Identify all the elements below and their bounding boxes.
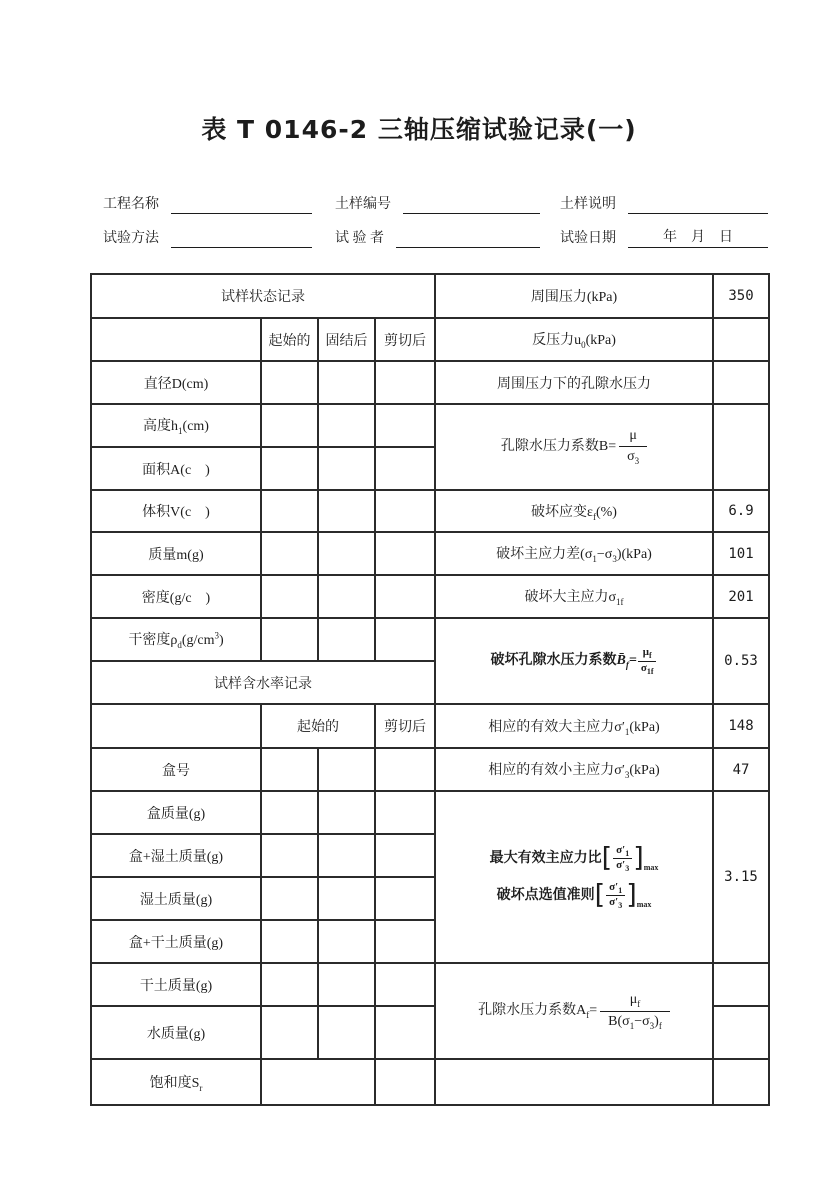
- row-label-box-mass: 盒质量(g): [91, 791, 261, 834]
- data-cell: [318, 1006, 375, 1059]
- field-test-date-label: 试验日期: [560, 231, 616, 246]
- data-cell: [261, 404, 318, 447]
- data-cell: [375, 575, 435, 618]
- stress-ratio-fraction: [613, 844, 632, 873]
- value-major-principal-stress: 201: [713, 575, 769, 618]
- data-cell: [261, 618, 318, 661]
- formula-coeff-bf: [435, 618, 713, 704]
- data-cell: [261, 963, 318, 1006]
- data-cell: [261, 834, 318, 877]
- row-label-height: 高度$h_1(cm)$: [91, 404, 261, 447]
- stress-ratio-fraction: [606, 881, 625, 910]
- stress-ratio-line2-text: 破坏点选值准则: [496, 887, 595, 903]
- stress-ratio-denominator: $\sigma'_3$: [609, 895, 623, 910]
- label-effective-minor-stress: 相应的有效小主应力$\sigma'_3(kPa)$: [435, 748, 713, 791]
- row-label-mass: 质量m(g): [91, 532, 261, 575]
- page-title: 表 T 0146-2 三轴压缩试验记录(一): [201, 115, 637, 144]
- data-cell: [375, 920, 435, 963]
- coeff-bf-numerator: $\mu_f$: [638, 646, 657, 661]
- coeff-af-prefix: 孔隙水压力系数$A_f=$: [478, 1003, 598, 1021]
- stress-ratio-line2: [438, 881, 710, 910]
- label-major-principal-stress: 破坏大主应力$\sigma_{1f}$: [435, 575, 713, 618]
- data-cell: [261, 532, 318, 575]
- value-coeff-af-top: [713, 963, 769, 1006]
- data-cell: [318, 791, 375, 834]
- blank-label-cell: [91, 704, 261, 748]
- field-tester: [335, 224, 540, 248]
- water-content-section-cell: 试样含水率记录: [91, 661, 435, 704]
- data-cell: [318, 877, 375, 920]
- data-cell: [318, 404, 375, 447]
- field-test-method-label: 试验方法: [103, 231, 159, 246]
- data-cell: [318, 361, 375, 404]
- data-cell: [318, 618, 375, 661]
- stress-ratio-line1: [438, 844, 710, 873]
- field-tester-line: [396, 246, 540, 248]
- field-project-name-line: [171, 212, 312, 214]
- data-cell: [375, 1059, 435, 1105]
- field-sample-number-label: 土样编号: [335, 197, 391, 212]
- value-confining-pressure: 350: [713, 274, 769, 318]
- data-cell: [318, 748, 375, 791]
- field-sample-description: [560, 190, 768, 214]
- value-coeff-bf: 0.53: [713, 618, 769, 704]
- data-cell: [318, 490, 375, 532]
- data-cell: [375, 834, 435, 877]
- state-col-header-sheared: 剪切后: [375, 318, 435, 361]
- coeff-b-fraction: [619, 427, 647, 467]
- label-confining-pressure: 周围压力(kPa): [435, 274, 713, 318]
- value-stress-ratio: 3.15: [713, 791, 769, 963]
- data-cell: [318, 532, 375, 575]
- field-project-name: [103, 190, 312, 214]
- coeff-b-prefix: 孔隙水压力系数B=: [500, 439, 617, 455]
- row-label-volume: 体积V(c ): [91, 490, 261, 532]
- data-cell: [375, 490, 435, 532]
- data-cell: [318, 920, 375, 963]
- row-label-box-dry-mass: 盒+干土质量(g): [91, 920, 261, 963]
- field-test-date: [560, 224, 768, 248]
- coeff-bf-symbol: $B̄_f=$: [616, 653, 637, 671]
- state-col-header-consolidated: 固结后: [318, 318, 375, 361]
- row-label-dry-density: 干密度$\rho_d(g/cm^3)$: [91, 618, 261, 661]
- field-sample-description-label: 土样说明: [560, 197, 616, 212]
- coeff-bf-denominator: $\sigma_{1f}$: [640, 661, 654, 676]
- value-effective-major-stress: 148: [713, 704, 769, 748]
- data-cell: [375, 404, 435, 447]
- data-cell: [375, 963, 435, 1006]
- value-pore-pressure-under-confining: [713, 361, 769, 404]
- data-cell: [261, 361, 318, 404]
- data-cell: [375, 618, 435, 661]
- data-cell: [375, 877, 435, 920]
- coeff-af-denominator: $B(\sigma_1-\sigma_3)_f$: [608, 1013, 662, 1031]
- label-pore-pressure-under-confining: 周围压力下的孔隙水压力: [435, 361, 713, 404]
- row-label-saturation: 饱和度$S_r$: [91, 1059, 261, 1105]
- data-cell: [261, 877, 318, 920]
- formula-coeff-af: [435, 963, 713, 1059]
- label-back-pressure: 反压力$u_0(kPa)$: [435, 318, 713, 361]
- data-cell: [375, 532, 435, 575]
- value-coeff-af-bottom: [713, 1006, 769, 1059]
- left-bracket: [: [594, 879, 606, 911]
- row-label-diameter: 直径D(cm): [91, 361, 261, 404]
- data-cell: [318, 834, 375, 877]
- water-col-header-sheared: 剪切后: [375, 704, 435, 748]
- data-cell: [375, 447, 435, 490]
- field-test-method-line: [171, 246, 312, 248]
- data-cell: [318, 447, 375, 490]
- field-test-date-line: 年 月 日: [628, 226, 768, 248]
- label-deviator-stress: 破坏主应力差$(\sigma_1-\sigma_3)(kPa)$: [435, 532, 713, 575]
- value-coeff-b: [713, 404, 769, 490]
- field-sample-description-line: [628, 212, 768, 214]
- row-label-dry-mass: 干土质量(g): [91, 963, 261, 1006]
- coeff-b-numerator: μ: [619, 427, 647, 447]
- data-cell: [261, 791, 318, 834]
- stress-ratio-denominator: $\sigma'_3$: [616, 859, 630, 874]
- coeff-af-fraction: [600, 991, 670, 1032]
- row-label-water-mass: 水质量(g): [91, 1006, 261, 1059]
- stress-ratio-max-subscript: max: [643, 863, 659, 873]
- data-cell: [375, 791, 435, 834]
- blank-label-cell: [91, 318, 261, 361]
- data-cell: [318, 575, 375, 618]
- blank-value-cell: [713, 1059, 769, 1105]
- data-cell: [261, 920, 318, 963]
- field-sample-number-line: [403, 212, 540, 214]
- stress-ratio-line1-text: 最大有效主应力比: [489, 851, 602, 867]
- data-cell: [261, 1006, 318, 1059]
- triaxial-record-table: [90, 273, 770, 1106]
- stress-ratio-numerator: $\sigma'_1$: [613, 844, 632, 859]
- stress-ratio-numerator: $\sigma'_1$: [606, 881, 625, 896]
- data-cell: [261, 447, 318, 490]
- field-project-name-label: 工程名称: [103, 197, 159, 212]
- row-label-area: 面积A(c ): [91, 447, 261, 490]
- field-sample-number: [335, 190, 540, 214]
- data-cell: [261, 1059, 375, 1105]
- data-cell: [318, 963, 375, 1006]
- right-bracket: ]: [626, 879, 637, 911]
- row-label-box-wet-mass: 盒+湿土质量(g): [91, 834, 261, 877]
- state-col-header-initial: 起始的: [261, 318, 318, 361]
- data-cell: [375, 1006, 435, 1059]
- data-cell: [261, 748, 318, 791]
- value-deviator-stress: 101: [713, 532, 769, 575]
- data-cell: [261, 575, 318, 618]
- value-back-pressure: [713, 318, 769, 361]
- coeff-b-denominator: $\sigma_3$: [627, 449, 640, 466]
- coeff-af-numerator: $\mu_f$: [600, 991, 670, 1012]
- data-cell: [261, 490, 318, 532]
- data-cell: [375, 748, 435, 791]
- row-label-density: 密度(g/c ): [91, 575, 261, 618]
- water-col-header-initial: 起始的: [261, 704, 375, 748]
- blank-right-label-cell: [435, 1059, 713, 1105]
- stress-ratio-max-subscript: max: [636, 899, 652, 909]
- row-label-box-number: 盒号: [91, 748, 261, 791]
- value-failure-strain: 6.9: [713, 490, 769, 532]
- right-bracket: ]: [633, 842, 644, 874]
- formula-coeff-b: [435, 404, 713, 490]
- coeff-bf-prefix: 破坏孔隙水压力系数: [490, 653, 617, 669]
- label-failure-strain: 破坏应变$\varepsilon_f(\%)$: [435, 490, 713, 532]
- label-effective-major-stress: 相应的有效大主应力$\sigma'_1(kPa)$: [435, 704, 713, 748]
- field-test-method: [103, 224, 312, 248]
- formula-stress-ratio: [435, 791, 713, 963]
- coeff-bf-fraction: [638, 646, 657, 675]
- row-label-wet-mass: 湿土质量(g): [91, 877, 261, 920]
- value-effective-minor-stress: 47: [713, 748, 769, 791]
- field-tester-label: 试 验 者: [335, 231, 384, 246]
- data-cell: [375, 361, 435, 404]
- left-bracket: [: [601, 842, 613, 874]
- sample-state-section-cell: 试样状态记录: [91, 274, 435, 318]
